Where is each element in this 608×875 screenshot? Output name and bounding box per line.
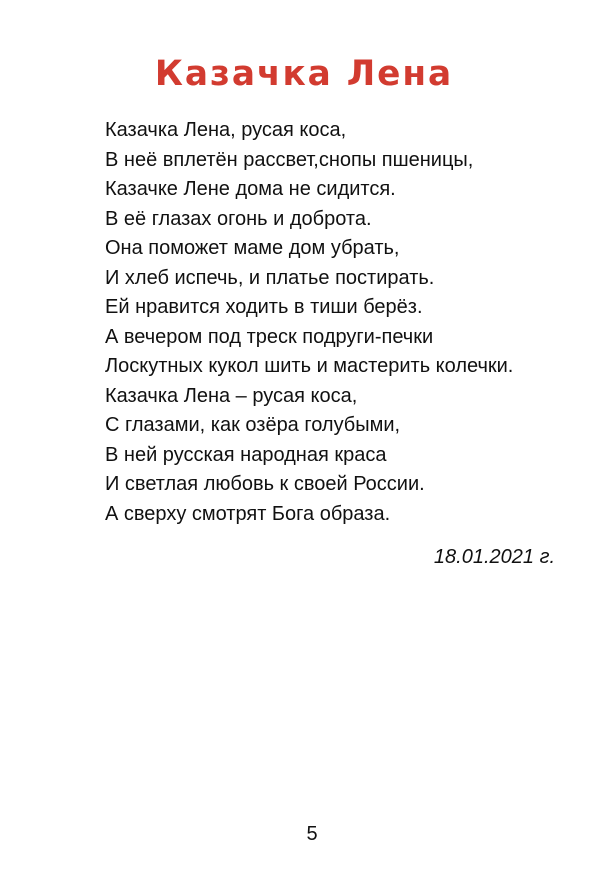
poem-line: Она поможет маме дом убрать, — [105, 237, 400, 259]
poem-title: Казачка Лена — [154, 54, 454, 94]
poem-body — [105, 116, 513, 529]
poem-line: А сверху смотрят Бога образа. — [105, 502, 391, 525]
poem-line: И светлая любовь к своей России. — [105, 473, 425, 495]
poem-line: В её глазах огонь и доброта. — [105, 207, 372, 230]
poem-date: 18.01.2021 г. — [433, 546, 555, 568]
poem-line: Казачка Лена – русая коса, — [105, 384, 358, 407]
poem-line: А вечером под треск подруги-печки — [105, 325, 434, 348]
poem-line: С глазами, как озёра голубыми, — [105, 414, 401, 436]
poem-line: Казачке Лене дома не сидится. — [105, 178, 396, 200]
poem-line: Казачка Лена, русая коса, — [105, 119, 347, 141]
page-number: 5 — [306, 823, 318, 845]
poem-line: В ней русская народная краса — [105, 443, 387, 466]
poem-line: Ей нравится ходить в тиши берёз. — [105, 296, 423, 318]
poem-line: В неё вплетён рассвет,снопы пшеницы, — [105, 148, 474, 171]
poem-line: Лоскутных кукол шить и мастерить колечки. — [105, 355, 514, 377]
poem-line: И хлеб испечь, и платье постирать. — [105, 266, 435, 289]
